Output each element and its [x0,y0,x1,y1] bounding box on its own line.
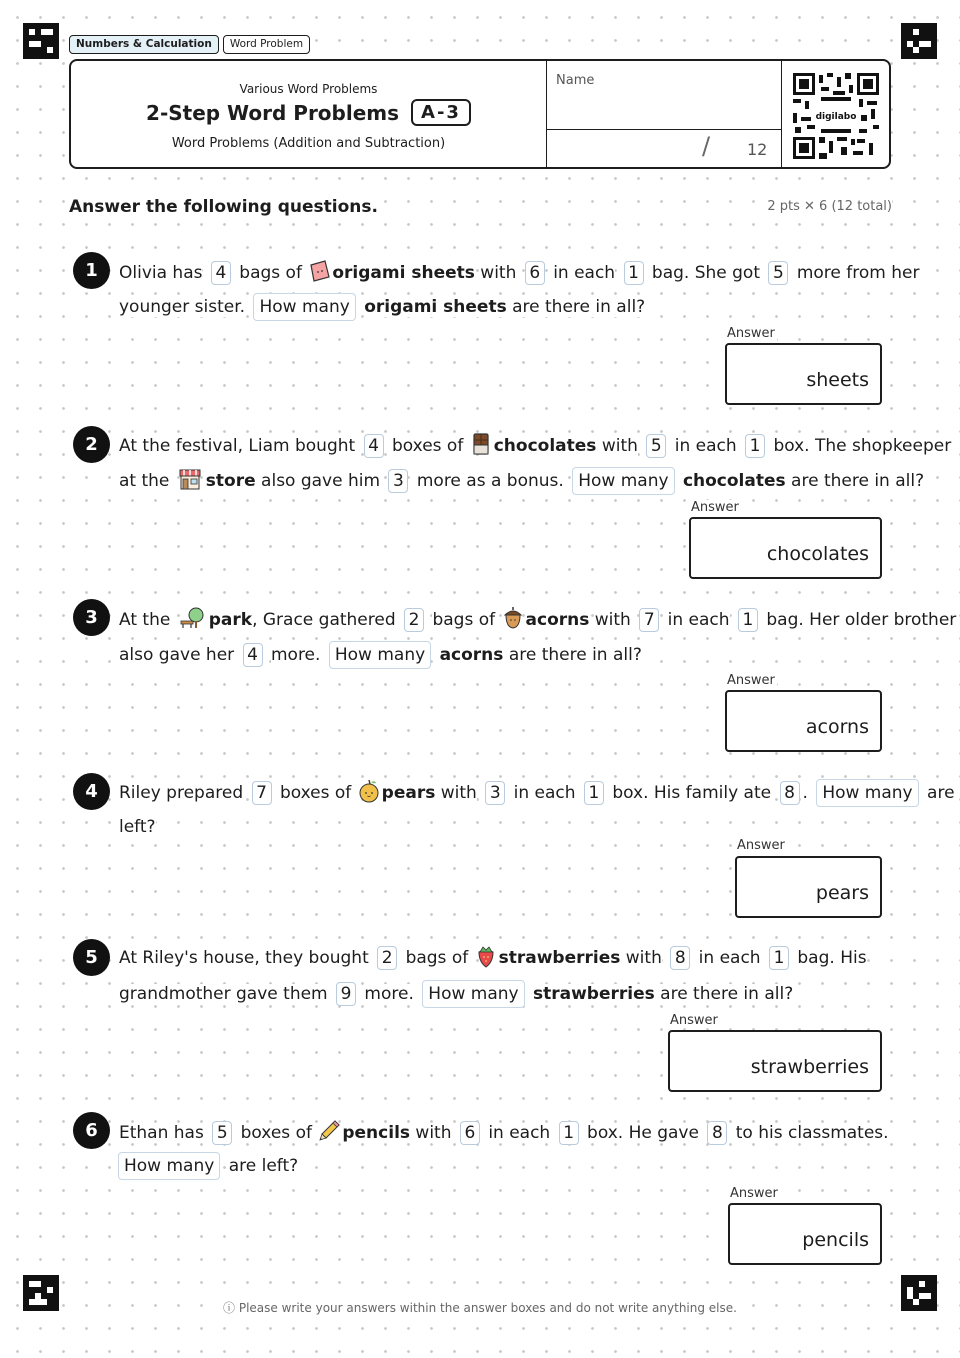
answer-label: Answer [670,1013,718,1028]
category-tags [69,35,310,54]
number-box: 1 [624,261,644,285]
level-badge: A-3 [411,99,471,126]
number-box: 1 [738,608,758,632]
worksheet-title: 2-Step Word Problems [146,100,400,125]
footer-note: ⓘ Please write your answers within the answer boxes and do not write anything else. [0,1299,960,1316]
question-text-line-2: How many are left? [118,1152,298,1180]
number-box: 1 [559,1121,579,1145]
answer-unit: pears [815,882,869,904]
category-tag: Numbers & Calculation [69,35,219,54]
question-number: 1 [73,252,110,289]
question-text-line-1: Olivia has 4 bags of origami sheets with 6 in each 1 bag. She got 5 more from her [119,259,919,286]
answer-label: Answer [727,673,775,688]
number-box: 1 [769,946,789,970]
answer-unit: chocolates [766,543,869,565]
number-box: 5 [768,261,788,285]
answer-box[interactable] [725,343,882,405]
number-box: 3 [485,781,505,805]
question-number: 6 [73,1112,110,1149]
score-field[interactable] [547,129,781,169]
question-text-line-2: left? [119,817,156,837]
number-box: 7 [639,608,659,632]
chocolate-icon [469,432,493,456]
number-box: 4 [211,261,231,285]
number-box: 5 [646,434,666,458]
points-note: 2 pts ✕ 6 (12 total) [767,199,892,214]
corner-marker-top-left [23,23,59,59]
number-box: 9 [336,982,356,1006]
number-box: 6 [460,1121,480,1145]
acorn-icon [501,606,525,630]
number-box: 8 [707,1121,727,1145]
number-box: 4 [364,434,384,458]
how-many-box: How many [329,641,431,669]
question-text-line-1: At the park, Grace gathered 2 bags of acorns with 7 in each 1 bag. Her older brother [119,606,956,633]
how-many-box: How many [816,779,918,807]
answer-label: Answer [737,838,785,853]
answer-unit: strawberries [750,1056,869,1078]
number-box: 8 [670,946,690,970]
name-field[interactable] [546,61,782,167]
name-label: Name [556,73,595,88]
score-slash: / [702,132,711,160]
how-many-box: How many [253,293,355,321]
question-number: 2 [73,426,110,463]
answer-box[interactable] [728,1203,882,1265]
question-text-line-1: Ethan has 5 boxes of pencils with 6 in each 1 box. He gave 8 to his classmates. [119,1119,889,1146]
answer-label: Answer [730,1186,778,1201]
question-text-line-1: Riley prepared 7 boxes of pears with 3 in each 1 box. His family ate 8 . How many are [119,779,955,807]
type-tag: Word Problem [223,35,310,54]
number-box: 2 [377,946,397,970]
number-box: 1 [584,781,604,805]
question-number: 5 [73,939,110,976]
store-icon [175,467,205,491]
question-text-line-2: younger sister. How many origami sheets are there in all? [119,293,645,321]
how-many-box: How many [572,467,674,495]
pencil-icon [317,1119,341,1143]
pear-icon [357,779,381,803]
answer-label: Answer [691,500,739,515]
question-text-line-1: At the festival, Liam bought 4 boxes of chocolates with 5 in each 1 box. The shopkeeper [119,432,951,459]
answer-label: Answer [727,326,775,341]
question-text-line-1: At Riley's house, they bought 2 bags of strawberries with 8 in each 1 bag. His [119,944,867,971]
number-box: 8 [780,781,800,805]
instruction-text: Answer the following questions. [69,197,382,217]
topic-subtitle: Word Problems (Addition and Subtraction) [171,136,446,151]
worksheet-header [69,59,891,169]
strawberry-icon [474,944,498,968]
origami-icon [307,259,331,283]
question-text-line-2: grandmother gave them 9 more. How many strawberries are there in all? [119,980,793,1008]
number-box: 3 [388,469,408,493]
qr-code-icon [793,73,879,159]
answer-box[interactable] [725,690,882,752]
how-many-box: How many [422,980,524,1008]
answer-box[interactable] [689,517,882,579]
question-text-line-2: at the store also gave him 3 more as a bonus. How many chocolates are there in all? [119,467,924,495]
title-area [71,61,546,167]
number-box: 5 [212,1121,232,1145]
answer-unit: sheets [806,369,869,391]
question-text-line-2: also gave her 4 more. How many acorns are there in all? [119,641,642,669]
number-box: 7 [252,781,272,805]
corner-marker-top-right [901,23,937,59]
answer-unit: acorns [805,716,869,738]
number-box: 4 [243,643,263,667]
number-box: 2 [404,608,424,632]
answer-box[interactable] [668,1030,882,1092]
how-many-box: How many [118,1152,220,1180]
series-subtitle: Various Word Problems [239,82,378,96]
number-box: 6 [525,261,545,285]
park-icon [176,606,208,630]
question-number: 4 [73,773,110,810]
question-number: 3 [73,599,110,636]
number-box: 1 [745,434,765,458]
score-total: 12 [747,140,768,159]
answer-box[interactable] [735,856,882,918]
answer-unit: pencils [802,1229,869,1251]
qr-brand-text: digilabo [815,112,857,122]
